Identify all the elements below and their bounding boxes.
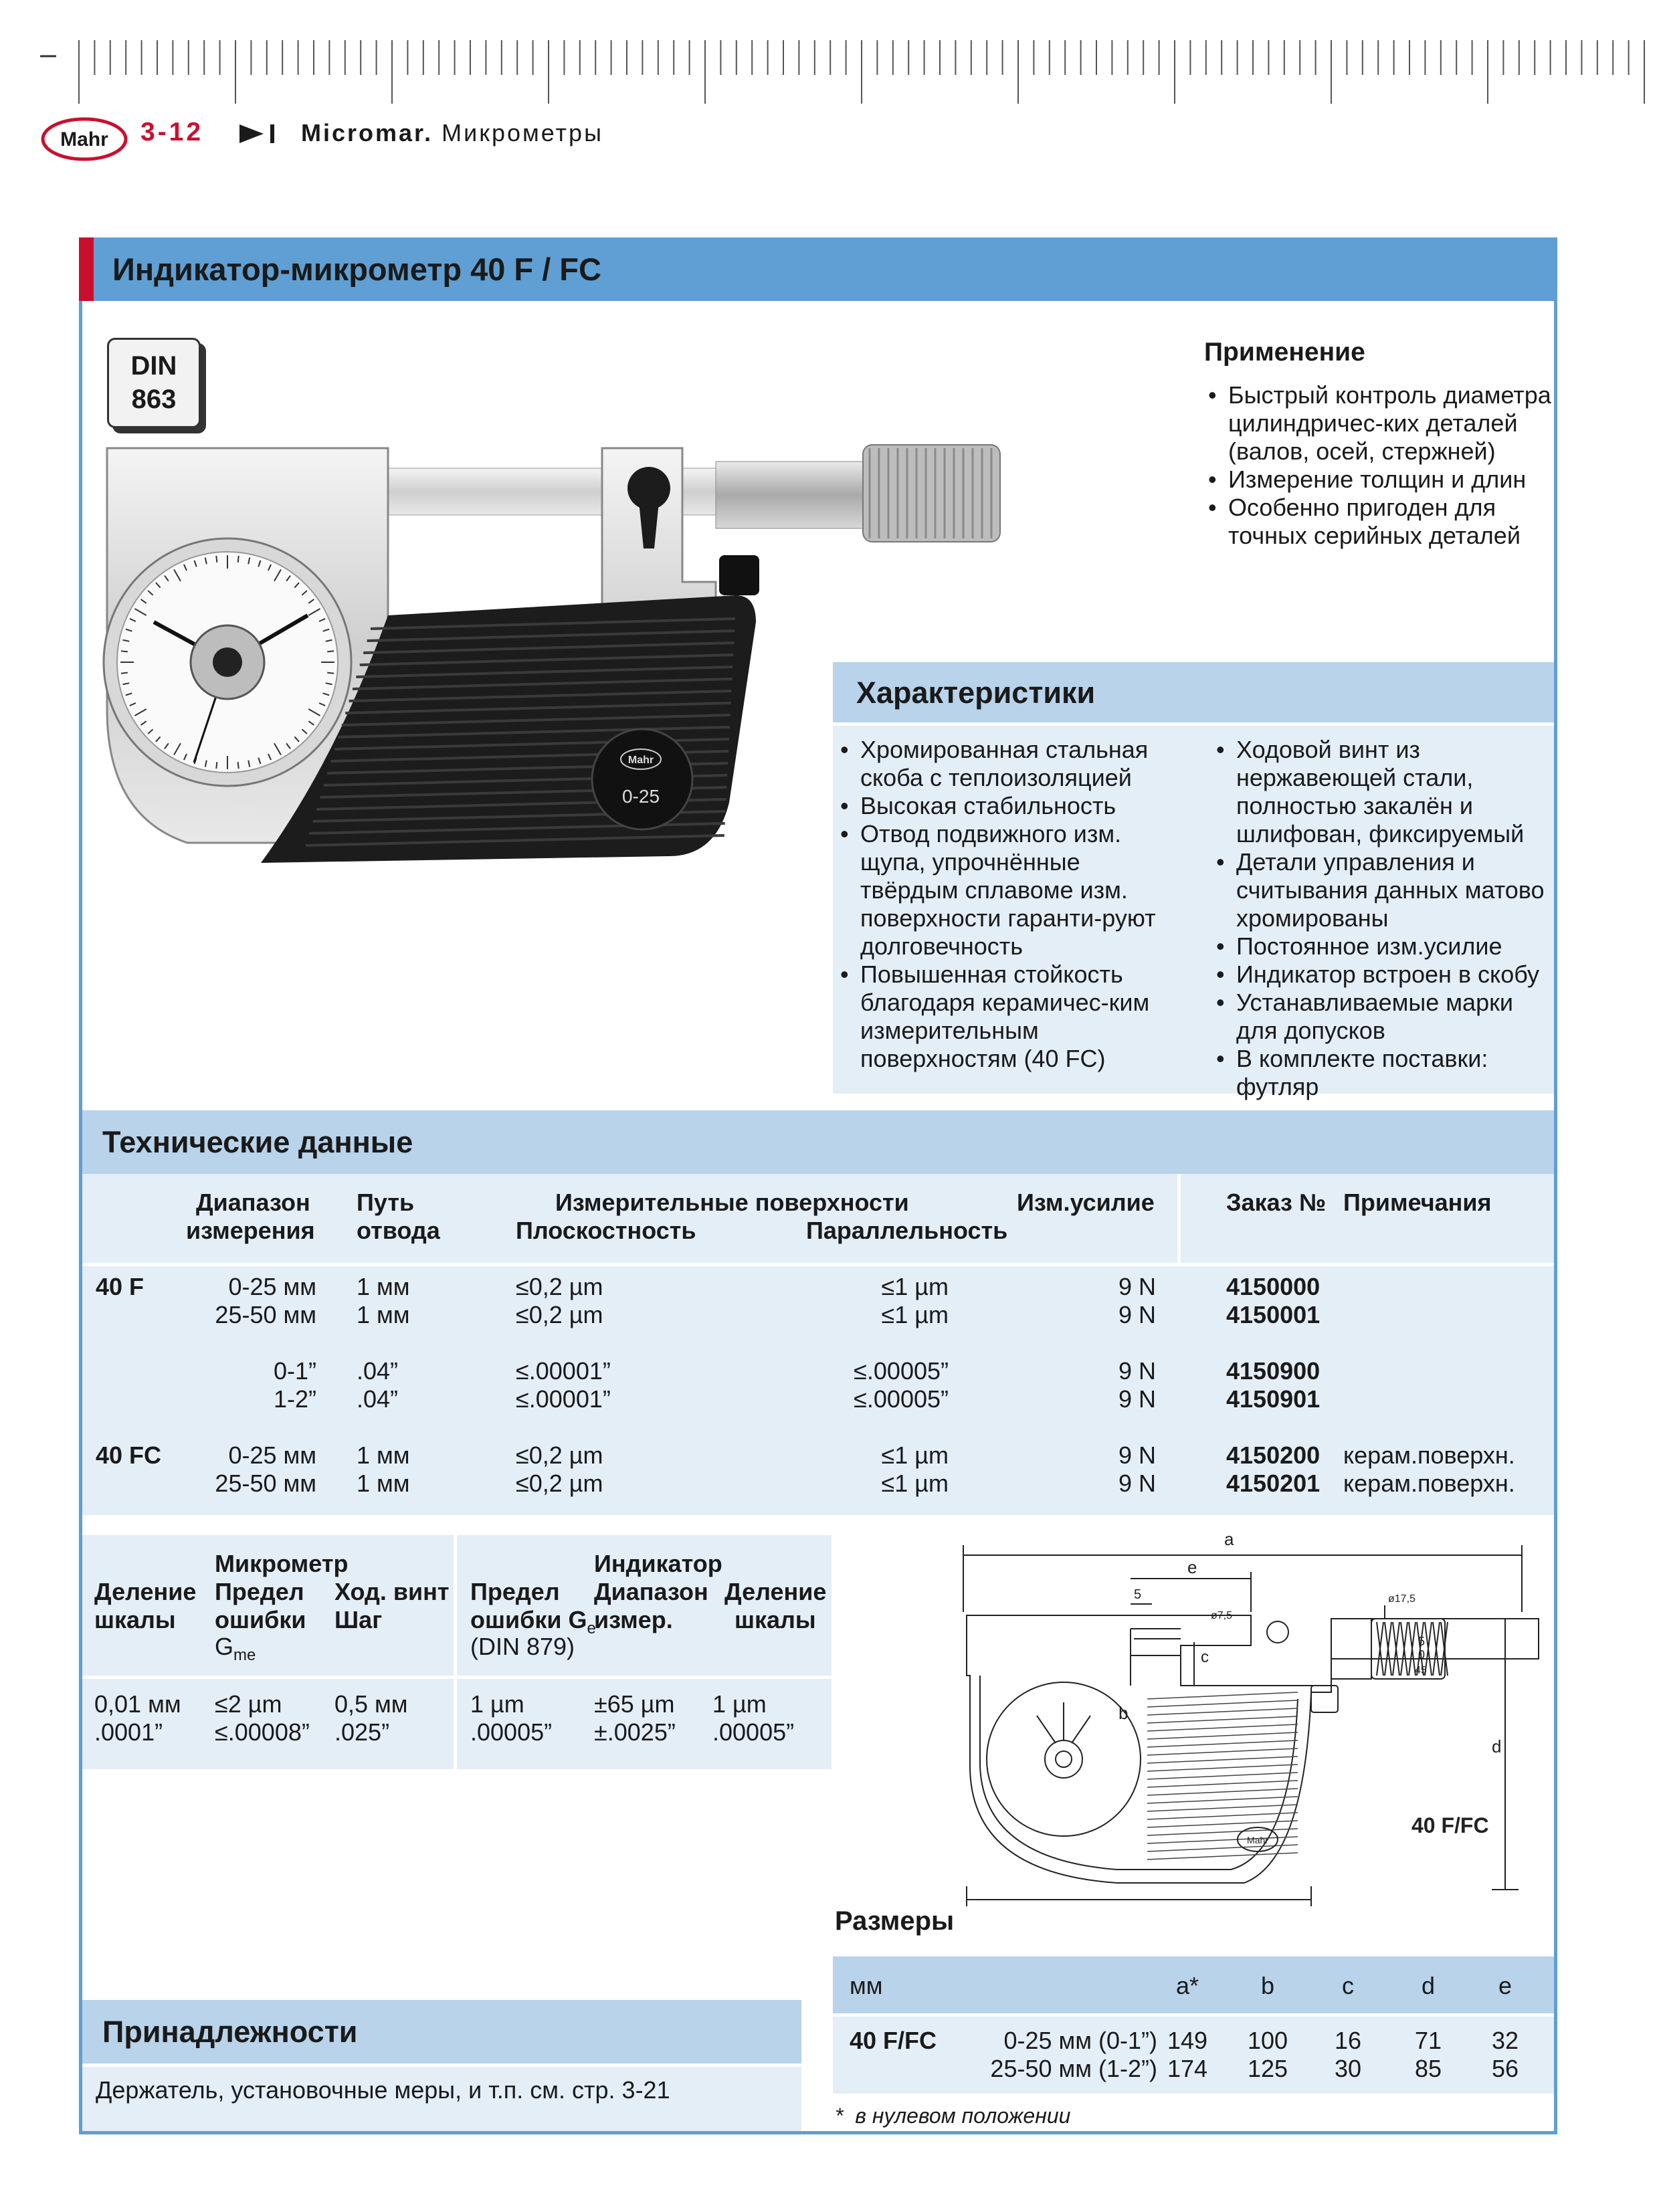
tech-cell-note: керам.поверхн. bbox=[1343, 1441, 1515, 1469]
tech-cell-range: 25-50 мм bbox=[215, 1470, 316, 1497]
tech-cell-model: 40 FC bbox=[96, 1441, 162, 1469]
tech-cell-force: 9 N bbox=[1118, 1470, 1156, 1497]
list-item: • Детали управления и считывания данных матово хромированы bbox=[1212, 848, 1553, 932]
dimensions-model: 40 F/FC bbox=[850, 2027, 937, 2054]
svg-text:5: 5 bbox=[1418, 1635, 1426, 1648]
dimensions-value: 16 bbox=[1334, 2027, 1362, 2054]
list-item: • Измерение толщин и длин bbox=[1204, 466, 1552, 494]
svg-text:Mahr: Mahr bbox=[627, 755, 654, 766]
tech-cell-flat: ≤0,2 µm bbox=[516, 1301, 603, 1328]
list-item: • Повышенная стойкость благодаря керамичес-ким измерительным поверхностям (40 FC) bbox=[836, 961, 1184, 1073]
dimensions-value: 30 bbox=[1334, 2055, 1362, 2082]
tech-cell-model: 40 F bbox=[96, 1273, 144, 1300]
svg-text:0: 0 bbox=[1418, 1648, 1426, 1662]
dimensions-value: 125 bbox=[1247, 2055, 1288, 2082]
spec-table bbox=[82, 1535, 832, 1769]
tech-cell-order: 4150000 bbox=[1226, 1273, 1321, 1300]
list-item: • Особенно пригоден для точных серийных деталей bbox=[1204, 494, 1552, 550]
tech-table-body bbox=[82, 1174, 1554, 1515]
tech-header-bar bbox=[82, 1110, 1554, 1174]
list-item: • Ходовой винт из нержавеющей стали, полностью закалён и шлифован, фиксируемый bbox=[1212, 736, 1553, 848]
spec-cell: ≤2 µm bbox=[215, 1690, 282, 1718]
tech-cell-range: 25-50 мм bbox=[215, 1301, 316, 1328]
tech-cell-note: керам.поверхн. bbox=[1343, 1470, 1515, 1497]
tech-cell-par: ≤.00005” bbox=[854, 1357, 949, 1385]
dimensions-unit: мм bbox=[850, 1972, 883, 1999]
svg-text:45: 45 bbox=[1415, 1665, 1427, 1676]
list-item: • Индикатор встроен в скобу bbox=[1212, 961, 1553, 989]
tech-cell-order: 4150901 bbox=[1226, 1385, 1321, 1413]
accessories-panel bbox=[82, 2067, 801, 2131]
din-badge: DIN 863 bbox=[107, 338, 201, 428]
tech-cell-flat: ≤0,2 µm bbox=[516, 1273, 603, 1300]
tech-cell-par: ≤1 µm bbox=[881, 1301, 949, 1328]
tech-cell-order: 4150200 bbox=[1226, 1441, 1321, 1469]
tech-cell-force: 9 N bbox=[1118, 1273, 1156, 1300]
tech-cell-flat: ≤0,2 µm bbox=[516, 1441, 603, 1469]
tech-cell-par: ≤.00005” bbox=[854, 1385, 949, 1413]
tech-cell-par: ≤1 µm bbox=[881, 1470, 949, 1497]
spec-cell: 0,5 мм bbox=[334, 1690, 408, 1718]
accessories-text: Держатель, установочные меры, и т.п. см. стр. 3-21 bbox=[96, 2076, 670, 2104]
dimensions-value: 100 bbox=[1247, 2027, 1288, 2054]
list-item: • Отвод подвижного изм. щупа, упрочнённые твёрдым сплавоме изм. поверхности гаранти-руют долговечность bbox=[836, 820, 1184, 961]
svg-text:0-25: 0-25 bbox=[621, 786, 660, 807]
top-ruler bbox=[0, 27, 1659, 107]
tech-cell-force: 9 N bbox=[1118, 1441, 1156, 1469]
tech-cell-range: 0-1” bbox=[273, 1357, 316, 1385]
tech-cell-travel: 1 мм bbox=[357, 1301, 410, 1328]
svg-text:5: 5 bbox=[1134, 1587, 1142, 1602]
list-item: • Устанавливаемые марки для допусков bbox=[1212, 989, 1553, 1045]
tech-cell-range: 0-25 мм bbox=[228, 1273, 316, 1300]
spec-table-header: Микрометр Индикатор Деление шкалы Предел ошибки $G_{me}$ Ход. винт Шаг Предел ошибки $G_e$ (DIN 879) Диапазон измер. Деление шкалы bbox=[94, 1550, 827, 1665]
tech-cell-flat: ≤.00001” bbox=[516, 1385, 611, 1413]
tech-cell-force: 9 N bbox=[1118, 1357, 1156, 1385]
dimensions-value: 71 bbox=[1414, 2027, 1442, 2054]
svg-text:b: b bbox=[1118, 1703, 1129, 1723]
dimensions-col-header: b bbox=[1260, 1972, 1275, 1999]
play-icon bbox=[238, 120, 278, 147]
tech-heading: Технические данные bbox=[102, 1125, 413, 1159]
svg-text:ø17,5: ø17,5 bbox=[1388, 1593, 1416, 1605]
svg-text:d: d bbox=[1492, 1736, 1502, 1756]
dimensions-col-header: e bbox=[1498, 1972, 1512, 1999]
spec-cell: ≤.00008” bbox=[215, 1718, 310, 1746]
dimensions-range: 25-50 мм (1-2”) bbox=[990, 2055, 1157, 2082]
tech-cell-range: 0-25 мм bbox=[228, 1441, 316, 1469]
list-item: • Высокая стабильность bbox=[836, 792, 1184, 820]
list-item: • В комплекте поставки: футляр bbox=[1212, 1045, 1553, 1101]
dimensions-value: 85 bbox=[1414, 2055, 1442, 2082]
page-number: 3-12 bbox=[140, 118, 204, 146]
tech-cell-par: ≤1 µm bbox=[881, 1273, 949, 1300]
svg-text:Mahr: Mahr bbox=[60, 128, 108, 150]
tech-cell-order: 4150001 bbox=[1226, 1301, 1321, 1328]
dimensions-value: 174 bbox=[1167, 2055, 1208, 2082]
dimensions-footnote: * в нулевом положении bbox=[835, 2104, 1071, 2128]
spec-cell: 1 µm bbox=[712, 1690, 767, 1718]
tech-cell-par: ≤1 µm bbox=[881, 1441, 949, 1469]
svg-text:ø7,5: ø7,5 bbox=[1211, 1610, 1233, 1621]
spec-cell: 1 µm bbox=[470, 1690, 524, 1718]
tech-cell-force: 9 N bbox=[1118, 1385, 1156, 1413]
application-heading: Применение bbox=[1204, 338, 1365, 367]
accessories-heading: Принадлежности bbox=[102, 2015, 358, 2049]
header-title: Micromar. Микрометры bbox=[301, 119, 603, 146]
spec-cell: ±65 µm bbox=[594, 1690, 675, 1718]
dimensions-col-header: c bbox=[1342, 1972, 1354, 1999]
spec-cell: .00005” bbox=[712, 1718, 795, 1746]
svg-text:e: e bbox=[1187, 1557, 1197, 1577]
tech-cell-range: 1-2” bbox=[273, 1385, 316, 1413]
mahr-logo bbox=[40, 115, 140, 163]
spec-cell: 0,01 мм bbox=[94, 1690, 181, 1718]
svg-text:Mahr: Mahr bbox=[1247, 1835, 1268, 1845]
svg-text:a: a bbox=[1224, 1529, 1234, 1549]
tech-table bbox=[82, 1174, 1554, 1515]
spec-cell: .025” bbox=[334, 1718, 390, 1746]
list-item: • Постоянное изм.усилие bbox=[1212, 932, 1553, 961]
tech-cell-travel: .04” bbox=[357, 1385, 399, 1413]
tech-cell-travel: 1 мм bbox=[357, 1470, 410, 1497]
svg-text:c: c bbox=[1201, 1648, 1209, 1666]
features-list-left bbox=[836, 736, 1184, 1073]
dimensions-col-header: d bbox=[1421, 1972, 1436, 1999]
application-list bbox=[1204, 381, 1552, 550]
dimensions-value: 56 bbox=[1491, 2055, 1519, 2082]
tech-cell-travel: .04” bbox=[357, 1357, 399, 1385]
svg-text:40 F/FC: 40 F/FC bbox=[1411, 1813, 1489, 1837]
tech-cell-order: 4150900 bbox=[1226, 1357, 1321, 1385]
tech-cell-travel: 1 мм bbox=[357, 1441, 410, 1469]
accessories-header-bar bbox=[82, 2000, 801, 2064]
tech-cell-travel: 1 мм bbox=[357, 1273, 410, 1300]
tech-table-header: Диапазон измерения Путь отвода Измерительные поверхности Плоскостность Параллельность Изм.усилие Заказ № Примечания bbox=[186, 1189, 1492, 1244]
features-heading: Характеристики bbox=[856, 676, 1096, 710]
spec-table-body bbox=[82, 1535, 832, 1769]
dimensions-col-header: a* bbox=[1175, 1972, 1199, 1999]
list-item: • Хромированная стальная скоба с теплоизоляцией bbox=[836, 736, 1184, 792]
spec-cell: ±.0025” bbox=[594, 1718, 676, 1746]
dimensions-value: 149 bbox=[1167, 2027, 1208, 2054]
tech-cell-flat: ≤.00001” bbox=[516, 1357, 611, 1385]
product-title: Индикатор-микрометр 40 F / FC bbox=[112, 252, 601, 287]
dimensions-value: 32 bbox=[1491, 2027, 1519, 2054]
technical-drawing bbox=[903, 1525, 1545, 1906]
dimensions-table bbox=[833, 1956, 1554, 2094]
tech-cell-order: 4150201 bbox=[1226, 1470, 1321, 1497]
list-item: • Быстрый контроль диаметра цилиндричес-ких деталей (валов, осей, стержней) bbox=[1204, 381, 1552, 466]
dimensions-range: 0-25 мм (0-1”) bbox=[1003, 2027, 1157, 2054]
features-list-right bbox=[1212, 736, 1553, 1101]
tech-cell-force: 9 N bbox=[1118, 1301, 1156, 1328]
dimensions-heading: Размеры bbox=[835, 1906, 955, 1936]
product-title-bar bbox=[79, 237, 1557, 301]
tech-cell-flat: ≤0,2 µm bbox=[516, 1470, 603, 1497]
spec-cell: .00005” bbox=[470, 1718, 553, 1746]
spec-cell: .0001” bbox=[94, 1718, 163, 1746]
features-header-bar bbox=[833, 662, 1554, 722]
